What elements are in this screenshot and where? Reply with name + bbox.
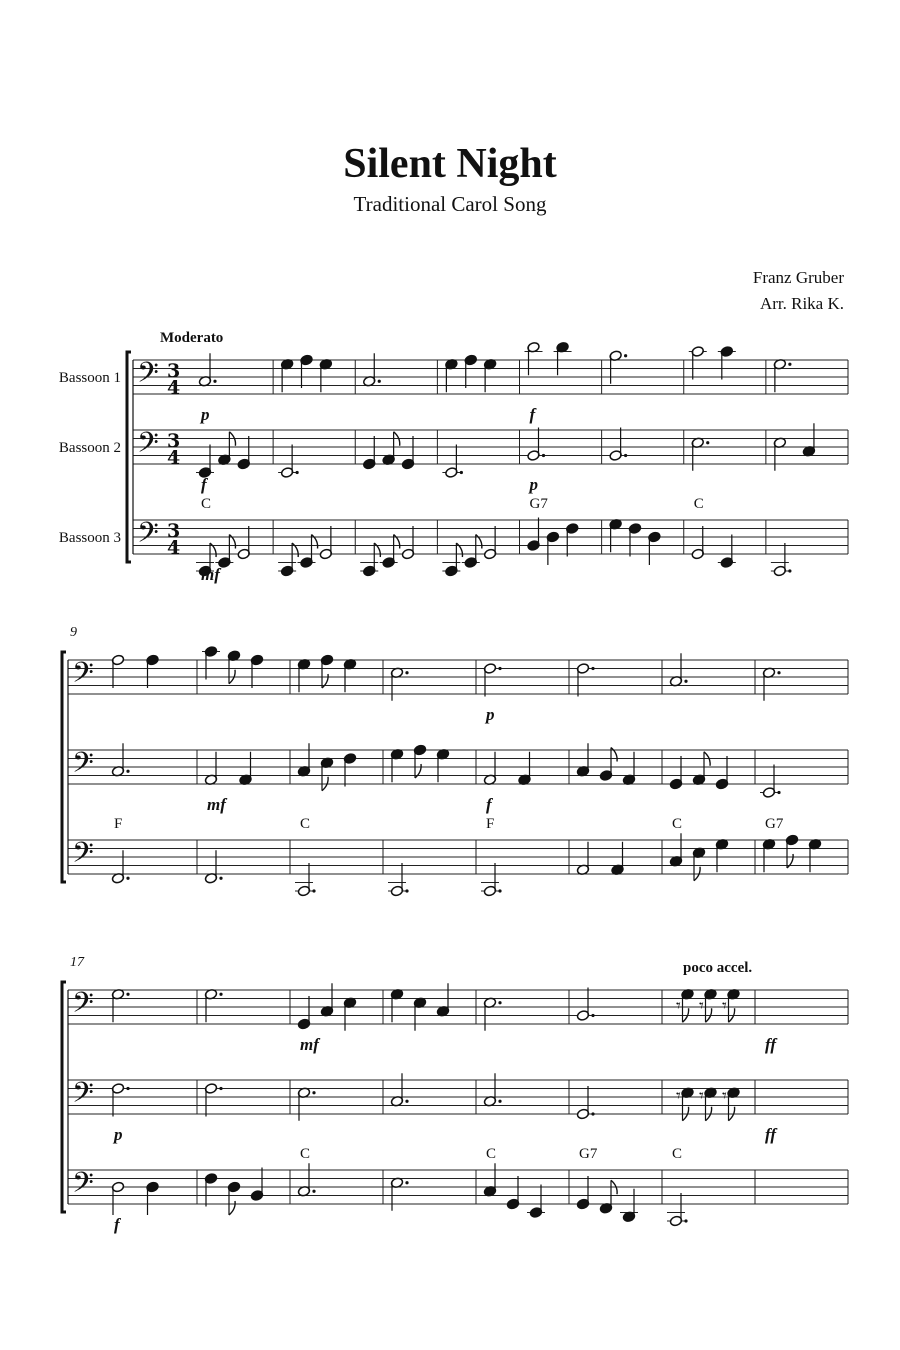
dynamic-marking: f xyxy=(529,405,536,424)
augmentation-dot xyxy=(460,471,463,474)
dynamic-marking: mf xyxy=(207,795,226,814)
time-signature-top: 3 xyxy=(167,360,181,382)
augmentation-dot xyxy=(405,889,408,892)
bass-clef-icon: 𝄢 xyxy=(72,986,94,1027)
bass-clef-icon: 𝄢 xyxy=(137,516,159,557)
arranger-credit: Arr. Rika K. xyxy=(759,294,844,313)
rest-icon: 𝄾 xyxy=(722,1085,727,1107)
augmentation-dot xyxy=(591,667,594,670)
rest-icon: 𝄾 xyxy=(676,995,681,1017)
dynamic-marking: f xyxy=(114,1215,120,1234)
bass-clef-icon: 𝄢 xyxy=(72,1076,94,1117)
augmentation-dot xyxy=(684,1219,687,1222)
tempo-change-marking: poco accel. xyxy=(683,960,753,976)
measure-number: 9 xyxy=(70,625,77,640)
note-flag xyxy=(229,1201,235,1215)
time-signature-bottom: 4 xyxy=(167,447,181,469)
augmentation-dot xyxy=(777,671,780,674)
chord-symbol: C xyxy=(672,1146,683,1162)
augmentation-dot xyxy=(684,680,687,683)
system-2 xyxy=(62,625,848,897)
chord-symbol: G7 xyxy=(529,496,548,512)
dynamic-marking: ff xyxy=(765,1035,777,1054)
dynamic-marking: f xyxy=(486,795,492,814)
time-signature-top: 3 xyxy=(167,520,181,542)
augmentation-dot xyxy=(498,889,501,892)
augmentation-dot xyxy=(126,1087,129,1090)
chord-symbol: G7 xyxy=(765,816,784,832)
system-bracket xyxy=(62,652,66,882)
augmentation-dot xyxy=(126,770,129,773)
augmentation-dot xyxy=(219,877,222,880)
system-bracket xyxy=(62,982,66,1212)
augmentation-dot xyxy=(126,877,129,880)
augmentation-dot xyxy=(312,1091,315,1094)
augmentation-dot xyxy=(777,791,780,794)
bass-clef-icon: 𝄢 xyxy=(137,356,159,397)
rest-icon: 𝄾 xyxy=(699,1085,704,1107)
time-signature-top: 3 xyxy=(167,430,181,452)
bass-clef-icon: 𝄢 xyxy=(137,426,159,467)
bass-clef-icon: 𝄢 xyxy=(72,1166,94,1207)
augmentation-dot xyxy=(498,667,501,670)
augmentation-dot xyxy=(788,569,791,572)
augmentation-dot xyxy=(405,1100,408,1103)
tempo-marking: Moderato xyxy=(160,330,224,346)
augmentation-dot xyxy=(624,354,627,357)
dynamic-marking: p xyxy=(486,705,495,724)
dynamic-marking: f xyxy=(201,475,207,494)
augmentation-dot xyxy=(498,1100,501,1103)
instrument-label: Bassoon 2 xyxy=(58,440,121,456)
instrument-label: Bassoon 1 xyxy=(58,370,121,386)
instrument-label: Bassoon 3 xyxy=(58,530,121,546)
page-title: Silent Night xyxy=(343,141,557,187)
chord-symbol: F xyxy=(114,816,123,832)
chord-symbol: C xyxy=(486,1146,497,1162)
system-bracket xyxy=(127,352,131,562)
augmentation-dot xyxy=(405,671,408,674)
augmentation-dot xyxy=(498,1001,501,1004)
augmentation-dot xyxy=(219,1087,222,1090)
dynamic-marking: p xyxy=(114,1125,123,1144)
chord-symbol: C xyxy=(672,816,683,832)
composer-credit: Franz Gruber xyxy=(752,268,844,287)
dynamic-marking: p xyxy=(529,475,538,494)
augmentation-dot xyxy=(312,1190,315,1193)
measure-number: 17 xyxy=(70,955,84,970)
system-1 xyxy=(59,330,848,584)
bass-clef-icon: 𝄢 xyxy=(72,836,94,877)
augmentation-dot xyxy=(126,993,129,996)
system-3 xyxy=(62,955,848,1234)
dynamic-marking: mf xyxy=(201,565,220,584)
time-signature-bottom: 4 xyxy=(167,537,181,559)
chord-symbol: C xyxy=(300,1146,311,1162)
augmentation-dot xyxy=(378,380,381,383)
page-subtitle: Traditional Carol Song xyxy=(353,192,547,216)
augmentation-dot xyxy=(312,889,315,892)
rest-icon: 𝄾 xyxy=(699,995,704,1017)
bass-clef-icon: 𝄢 xyxy=(72,746,94,787)
augmentation-dot xyxy=(405,1181,408,1184)
augmentation-dot xyxy=(591,1112,594,1115)
dynamic-marking: mf xyxy=(300,1035,319,1054)
augmentation-dot xyxy=(219,993,222,996)
augmentation-dot xyxy=(591,1014,594,1017)
chord-symbol: F xyxy=(486,816,495,832)
rest-icon: 𝄾 xyxy=(676,1085,681,1107)
rest-icon: 𝄾 xyxy=(722,995,727,1017)
augmentation-dot xyxy=(296,471,299,474)
chord-symbol: C xyxy=(300,816,311,832)
time-signature-bottom: 4 xyxy=(167,377,181,399)
augmentation-dot xyxy=(706,441,709,444)
chord-symbol: C xyxy=(693,496,704,512)
augmentation-dot xyxy=(213,380,216,383)
augmentation-dot xyxy=(624,454,627,457)
chord-symbol: C xyxy=(201,496,212,512)
bass-clef-icon: 𝄢 xyxy=(72,656,94,697)
chord-symbol: G7 xyxy=(579,1146,598,1162)
dynamic-marking: ff xyxy=(765,1125,777,1144)
augmentation-dot xyxy=(788,363,791,366)
augmentation-dot xyxy=(542,454,545,457)
dynamic-marking: p xyxy=(201,405,210,424)
